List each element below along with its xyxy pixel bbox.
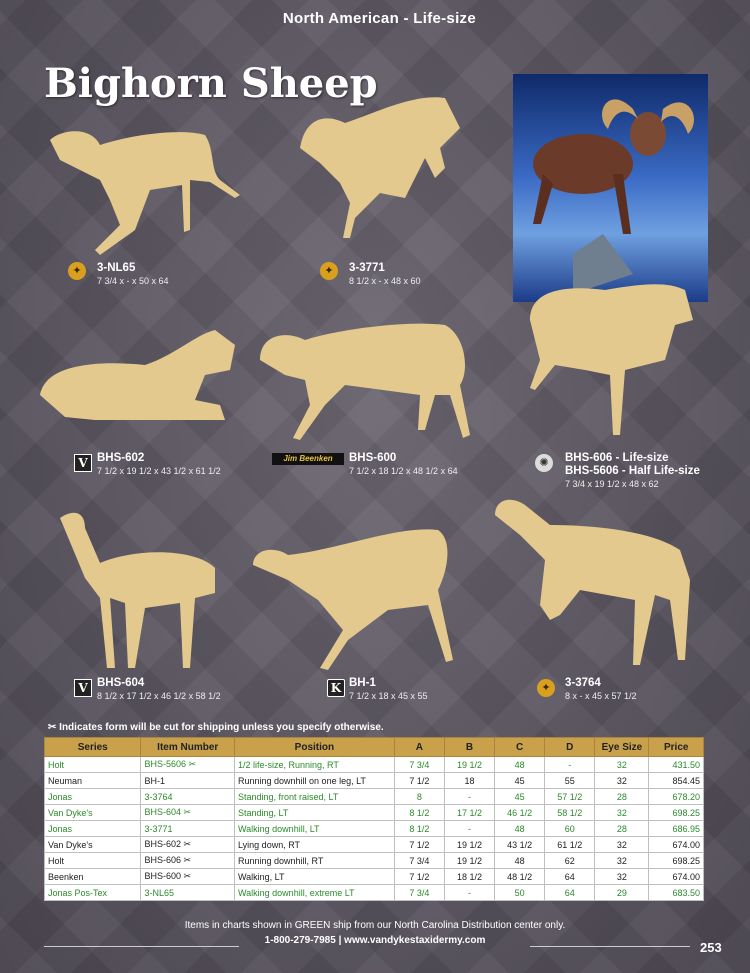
form-bhs-604-illustration	[55, 508, 220, 673]
table-cell	[235, 757, 395, 773]
table-cell	[141, 885, 235, 901]
cut-shipping-note	[48, 722, 384, 733]
form-label-bhs-604	[97, 677, 221, 703]
form-code: BH-1	[349, 677, 376, 689]
table-cell	[235, 837, 395, 853]
cell-text: 8 1/2	[409, 807, 430, 818]
category-header	[0, 10, 750, 28]
cell-text: -	[468, 791, 471, 802]
table-cell	[495, 837, 545, 853]
cell-text: -	[468, 823, 471, 834]
cell-text: 48	[514, 759, 525, 770]
table-cell	[45, 789, 141, 805]
table-row	[45, 869, 704, 885]
table-cell	[235, 773, 395, 789]
cell-text: BH-1	[144, 775, 165, 786]
column-header: B	[444, 738, 494, 757]
column-header: D	[545, 738, 595, 757]
table-cell	[545, 789, 595, 805]
cell-text: 43 1/2	[507, 839, 533, 850]
form-3-3764-illustration	[490, 490, 705, 670]
table-cell	[595, 789, 649, 805]
table-cell	[545, 773, 595, 789]
cell-text: 32	[616, 871, 627, 882]
cell-text: 7 3/4	[409, 759, 430, 770]
table-cell	[444, 773, 494, 789]
cell-text: 45	[514, 791, 525, 802]
form-label-3-3771	[349, 262, 421, 288]
form-code: BHS-604	[97, 677, 145, 689]
table-cell	[595, 853, 649, 869]
table-cell	[444, 757, 494, 773]
table-cell	[595, 869, 649, 885]
price-table	[44, 737, 704, 901]
table-cell	[394, 805, 444, 821]
table-cell	[141, 821, 235, 837]
column-header: Eye Size	[595, 738, 649, 757]
table-cell	[495, 821, 545, 837]
table-cell	[649, 757, 704, 773]
table-cell	[649, 821, 704, 837]
form-dims: 7 1/2 x 18 x 45 x 55	[349, 691, 428, 701]
table-cell	[141, 805, 235, 821]
cell-text: Jonas	[48, 823, 73, 834]
cell-text: 17 1/2	[456, 807, 483, 818]
form-dims: 7 3/4 x 19 1/2 x 48 x 62	[565, 479, 659, 489]
cell-text: 19 1/2	[456, 839, 483, 850]
table-cell	[649, 837, 704, 853]
column-header: A	[394, 738, 444, 757]
cell-text: Van Dyke's	[48, 807, 93, 818]
cell-text: 32	[616, 807, 627, 818]
table-cell	[595, 757, 649, 773]
form-code: 3-NL65	[97, 262, 136, 274]
form-code: BHS-600	[349, 452, 397, 464]
table-cell	[45, 757, 141, 773]
cell-text: 18 1/2	[456, 871, 483, 882]
cell-text: 7 1/2	[409, 839, 430, 850]
table-cell	[45, 821, 141, 837]
form-dims: 8 1/2 x - x 48 x 60	[349, 276, 421, 286]
table-cell	[394, 869, 444, 885]
cell-text: 683.50	[672, 887, 700, 898]
form-code: 3-3771	[349, 262, 385, 274]
page-title: Bighorn Sheep	[44, 60, 378, 107]
table-cell	[235, 853, 395, 869]
table-row	[45, 885, 704, 901]
table-cell	[45, 853, 141, 869]
table-cell	[235, 789, 395, 805]
table-cell	[444, 885, 494, 901]
table-cell	[141, 853, 235, 869]
cell-text: 58 1/2	[557, 807, 583, 818]
saw-icon: ✂	[181, 807, 192, 817]
form-bhs-602-illustration	[35, 325, 240, 425]
table-cell	[495, 869, 545, 885]
cell-text: 698.25	[672, 807, 700, 818]
cell-text: 8 1/2	[409, 823, 430, 834]
table-row	[45, 789, 704, 805]
column-header: Item Number	[141, 738, 235, 757]
cell-text: Neuman	[48, 775, 83, 786]
form-code: BHS-602	[97, 452, 145, 464]
cell-text: 698.25	[672, 855, 700, 866]
table-cell	[394, 837, 444, 853]
cell-text: 48	[514, 855, 525, 866]
form-bhs-600-illustration	[255, 310, 480, 445]
form-bh-1-illustration	[248, 520, 458, 675]
pos-tex-icon: ✦	[537, 679, 555, 697]
cell-text: 29	[616, 887, 627, 898]
form-3-3771-illustration	[295, 88, 470, 243]
cell-text: 48 1/2	[507, 871, 533, 882]
cell-text: 431.50	[672, 759, 700, 770]
table-header-row	[45, 738, 704, 757]
table-cell	[545, 869, 595, 885]
table-cell	[595, 837, 649, 853]
table-row	[45, 821, 704, 837]
table-row	[45, 853, 704, 869]
saw-icon: ✂	[186, 759, 197, 769]
cell-text: Holt	[48, 759, 65, 770]
table-cell	[545, 837, 595, 853]
table-cell	[545, 821, 595, 837]
cell-text: 678.20	[672, 791, 700, 802]
table-cell	[45, 869, 141, 885]
table-row	[45, 805, 704, 821]
table-cell	[45, 773, 141, 789]
saw-icon: ✂	[181, 855, 192, 865]
form-bhs-606-illustration	[525, 280, 695, 440]
cell-text: Walking, LT	[238, 871, 285, 882]
table-cell	[235, 805, 395, 821]
cell-text: 674.00	[672, 871, 700, 882]
jim-beenken-logo: Jim Beenken	[272, 453, 344, 465]
table-cell	[141, 773, 235, 789]
cell-text: Standing, front raised, LT	[238, 791, 339, 802]
table-cell	[235, 869, 395, 885]
table-cell	[444, 805, 494, 821]
table-cell	[545, 757, 595, 773]
table-cell	[649, 789, 704, 805]
cell-text: 55	[564, 775, 575, 786]
table-cell	[495, 885, 545, 901]
table-cell	[141, 837, 235, 853]
saw-icon: ✂	[181, 839, 192, 849]
vandykes-icon: V	[74, 679, 92, 697]
table-cell	[495, 757, 545, 773]
table-cell	[235, 821, 395, 837]
form-dims: 7 3/4 x - x 50 x 64	[97, 276, 169, 286]
cell-text: 45	[514, 775, 525, 786]
holt-icon: ✺	[535, 454, 553, 472]
cell-text: 3-3771	[144, 823, 173, 834]
table-cell	[545, 885, 595, 901]
form-dims: 8 1/2 x 17 1/2 x 46 1/2 x 58 1/2	[97, 691, 221, 701]
cell-text: 686.95	[672, 823, 700, 834]
cell-text: 7 1/2	[409, 871, 430, 882]
cell-text: 28	[616, 823, 627, 834]
table-cell	[444, 869, 494, 885]
form-label-bhs-600	[349, 452, 458, 478]
table-cell	[495, 789, 545, 805]
pos-tex-icon: ✦	[320, 262, 338, 280]
cell-text: 28	[616, 791, 627, 802]
form-3-nl65-illustration	[40, 120, 245, 260]
form-label-bhs-606	[565, 452, 700, 491]
cell-text: Jonas Pos-Tex	[48, 887, 108, 898]
table-cell	[649, 885, 704, 901]
table-row	[45, 757, 704, 773]
form-code: BHS-606 - Life-size	[565, 452, 669, 464]
category-title: North American - Life-size	[282, 10, 476, 27]
cell-text: 64	[564, 887, 575, 898]
table-cell	[141, 757, 235, 773]
form-dims: 7 1/2 x 18 1/2 x 48 1/2 x 64	[349, 466, 458, 476]
cell-text: Walking downhill, LT	[238, 823, 320, 834]
cell-text: 64	[564, 871, 575, 882]
table-cell	[595, 773, 649, 789]
contact-line: 1-800-279-7985 | www.vandykestaxidermy.com	[264, 935, 486, 946]
table-cell	[45, 805, 141, 821]
saw-icon: ✂	[48, 722, 60, 733]
table-cell	[495, 805, 545, 821]
form-label-3-3764	[565, 677, 637, 703]
cell-text: BHS-604	[144, 807, 182, 817]
cell-text: 32	[616, 775, 627, 786]
table-cell	[444, 789, 494, 805]
form-label-bh-1	[349, 677, 428, 703]
table-cell	[141, 869, 235, 885]
saw-icon: ✂	[181, 871, 192, 881]
cell-text: Holt	[48, 855, 65, 866]
distribution-note: Items in charts shown in GREEN ship from our North Carolina Distribution center only.	[184, 920, 566, 931]
table-cell	[394, 789, 444, 805]
table-cell	[394, 757, 444, 773]
table-cell	[595, 885, 649, 901]
cell-text: BHS-602	[144, 839, 182, 849]
column-header: Series	[45, 738, 141, 757]
cell-text: 32	[616, 855, 627, 866]
table-cell	[394, 885, 444, 901]
cell-text: BHS-606	[144, 855, 182, 865]
neuman-icon: K	[327, 679, 345, 697]
cell-text: 7 1/2	[409, 775, 430, 786]
footer-rule-right	[530, 946, 690, 947]
cell-text: 3-NL65	[144, 887, 175, 898]
table-row	[45, 773, 704, 789]
form-dims: 8 x - x 45 x 57 1/2	[565, 691, 637, 701]
vandykes-icon: V	[74, 454, 92, 472]
cell-text: 62	[564, 855, 575, 866]
table-cell	[545, 805, 595, 821]
table-cell	[495, 773, 545, 789]
cell-text: Standing, LT	[238, 807, 289, 818]
table-cell	[495, 853, 545, 869]
column-header: Price	[649, 738, 704, 757]
form-label-bhs-602	[97, 452, 221, 478]
table-cell	[45, 885, 141, 901]
cell-text: 50	[514, 887, 525, 898]
column-header: C	[495, 738, 545, 757]
cell-text: 674.00	[672, 839, 700, 850]
cell-text: Van Dyke's	[48, 839, 93, 850]
cell-text: BHS-5606	[144, 759, 187, 769]
table-cell	[649, 773, 704, 789]
table-cell	[444, 837, 494, 853]
cell-text: Lying down, RT	[238, 839, 301, 850]
form-code: 3-3764	[565, 677, 601, 689]
cell-text: BHS-600	[144, 871, 182, 881]
table-cell	[235, 885, 395, 901]
table-cell	[394, 773, 444, 789]
form-label-3-nl65	[97, 262, 169, 288]
table-cell	[595, 821, 649, 837]
cell-text: 60	[564, 823, 575, 834]
cell-text: 7 3/4	[409, 855, 430, 866]
cell-text: 46 1/2	[507, 807, 533, 818]
cell-text: 57 1/2	[557, 791, 583, 802]
table-cell	[649, 853, 704, 869]
cell-text: Running downhill, RT	[238, 855, 324, 866]
table-cell	[394, 821, 444, 837]
cell-text: Jonas	[48, 791, 73, 802]
table-cell	[141, 789, 235, 805]
cell-text: 32	[616, 839, 627, 850]
cell-text: -	[468, 887, 471, 898]
cell-text: 3-3764	[144, 791, 173, 802]
cell-text: 8	[416, 791, 422, 802]
table-cell	[444, 821, 494, 837]
cell-text: 19 1/2	[456, 759, 483, 770]
sheep-photo-illustration	[513, 74, 708, 302]
mounted-sheep-photo	[513, 74, 708, 302]
cell-text: 48	[514, 823, 525, 834]
cell-text: -	[568, 759, 572, 770]
column-header: Position	[235, 738, 395, 757]
table-cell	[649, 869, 704, 885]
cell-text: Walking downhill, extreme LT	[238, 887, 355, 898]
table-row	[45, 837, 704, 853]
cut-note-text: Indicates form will be cut for shipping unless you specify otherwise.	[59, 722, 384, 733]
table-cell	[545, 853, 595, 869]
table-cell	[649, 805, 704, 821]
form-dims: 7 1/2 x 19 1/2 x 43 1/2 x 61 1/2	[97, 466, 221, 476]
cell-text: 854.45	[672, 775, 700, 786]
table-cell	[595, 805, 649, 821]
cell-text: 32	[616, 759, 627, 770]
cell-text: 7 3/4	[409, 887, 430, 898]
cell-text: Running downhill on one leg, LT	[238, 775, 366, 786]
cell-text: Beenken	[48, 871, 84, 882]
table-cell	[444, 853, 494, 869]
cell-text: 61 1/2	[557, 839, 583, 850]
footer-rule-left	[44, 946, 239, 947]
pos-tex-icon: ✦	[68, 262, 86, 280]
cell-text: 1/2 life-size, Running, RT	[238, 759, 339, 770]
page-number: 253	[700, 940, 722, 955]
cell-text: 18	[464, 775, 475, 786]
table-cell	[45, 837, 141, 853]
table-cell	[394, 853, 444, 869]
cell-text: 19 1/2	[456, 855, 483, 866]
form-code-secondary: BHS-5606 - Half Life-size	[565, 465, 700, 477]
